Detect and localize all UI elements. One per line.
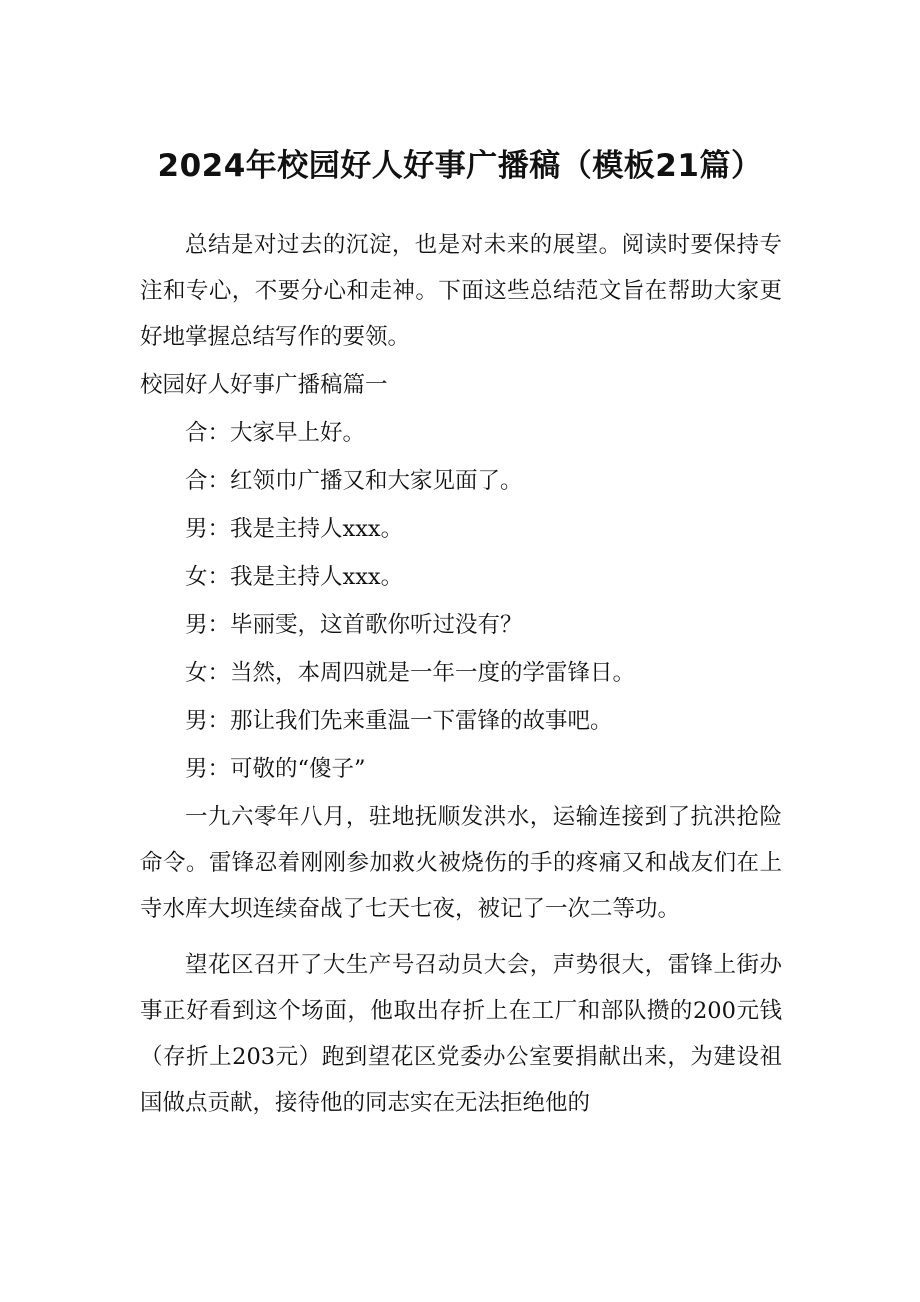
dialogue-line: 女：我是主持人xxx。 [185, 564, 404, 590]
dialogue-line: 男：那让我们先来重温一下雷锋的故事吧。 [185, 708, 613, 734]
dialogue-line: 男：毕丽雯，这首歌你听过没有？ [185, 612, 523, 638]
dialogue-line: 男：我是主持人xxx。 [185, 516, 404, 542]
dialogue-line: 合：大家早上好。 [185, 420, 366, 446]
document-body [140, 222, 782, 1126]
intro-paragraph: 总结是对过去的沉淀，也是对未来的展望。阅读时要保持专注和专心，不要分心和走神。下面这些总结范文旨在帮助大家更好地掌握总结写作的要领。 [140, 232, 782, 350]
dialogue-line: 男：可敬的“傻子” [185, 756, 366, 782]
document-title: 2024年校园好人好事广播稿（模板21篇） [157, 148, 763, 184]
section-heading: 校园好人好事广播稿篇一 [140, 372, 388, 398]
dialogue-line: 合：红领巾广播又和大家见面了。 [185, 468, 523, 494]
dialogue-line: 女：当然，本周四就是一年一度的学雷锋日。 [185, 660, 636, 686]
story-paragraph: 望花区召开了大生产号召动员大会，声势很大，雷锋上街办事正好看到这个场面，他取出存折上在工厂和部队攒的200元钱（存折上203元）跑到望花区党委办公室要捐献出来，为建设祖国做点贡献，接待他的同志实在无法拒绝他的 [140, 952, 782, 1116]
story-paragraph: 一九六零年八月，驻地抚顺发洪水，运输连接到了抗洪抢险命令。雷锋忍着刚刚参加救火被烧伤的手的疼痛又和战友们在上寺水库大坝连续奋战了七天七夜，被记了一次二等功。 [140, 804, 782, 922]
